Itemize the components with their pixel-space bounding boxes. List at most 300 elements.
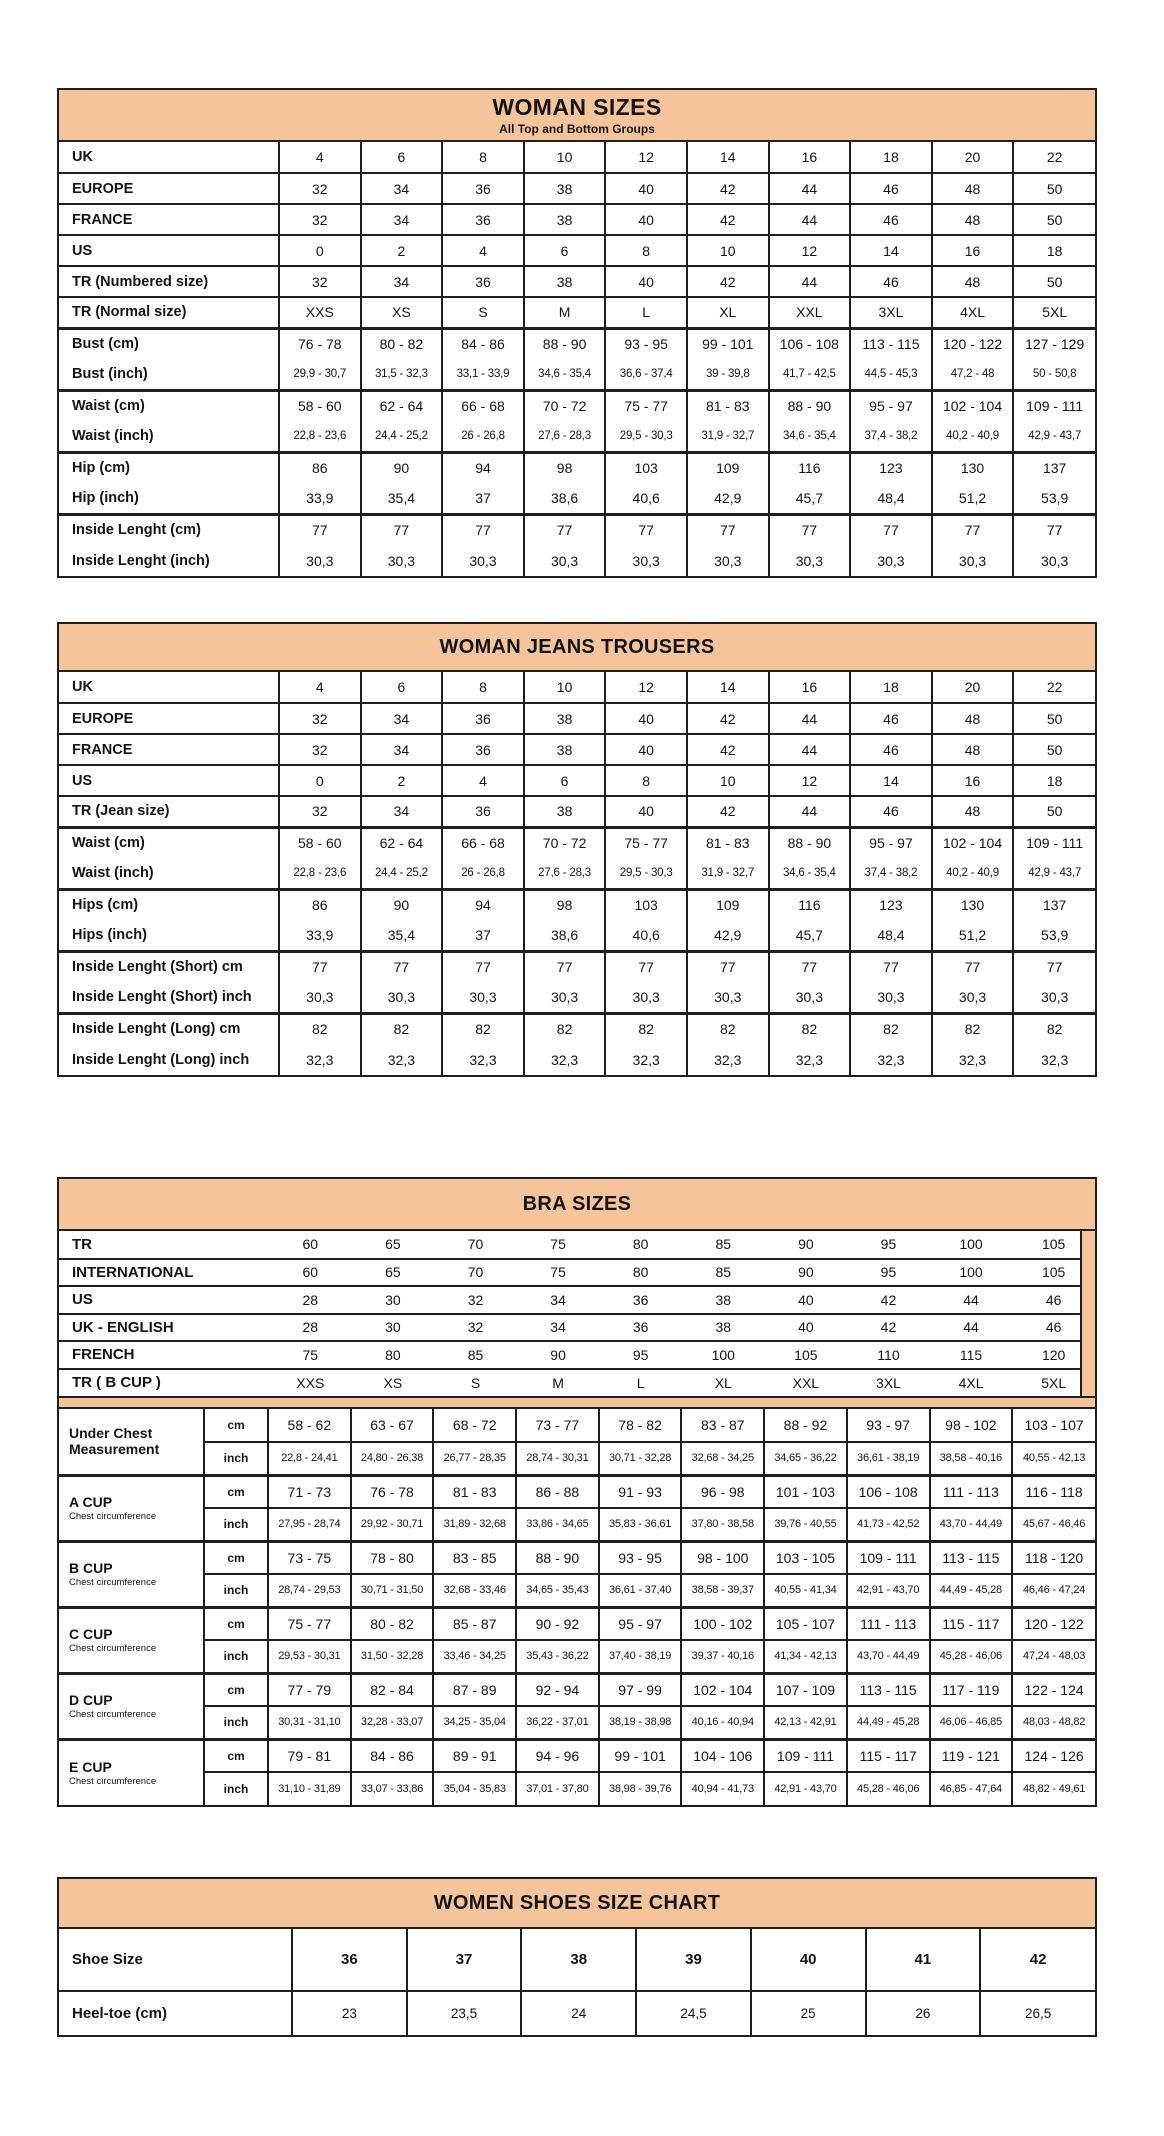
value-cell: 38 <box>524 173 606 204</box>
value-cell: 115 - 117 <box>930 1607 1013 1640</box>
value-cell: 36 <box>292 1929 407 1991</box>
value-cell: 115 - 117 <box>847 1739 930 1772</box>
value-cell: 14 <box>687 672 769 703</box>
value-cell: 33,9 <box>279 483 361 514</box>
value-cell: 34 <box>361 266 443 297</box>
value-cell: 27,6 - 28,3 <box>524 421 606 452</box>
value-cell: 34 <box>517 1286 600 1314</box>
value-cell: 22,8 - 24,41 <box>268 1442 351 1475</box>
value-cell: XXL <box>769 297 851 328</box>
value-cell: 32 <box>279 266 361 297</box>
cup-group-name: E CUP <box>69 1758 112 1775</box>
row-label: Inside Lenght (Long) inch <box>72 1051 250 1068</box>
value-cell: 82 <box>605 1013 687 1044</box>
value-cell: 31,50 - 32,28 <box>351 1640 434 1673</box>
value-cell: 77 <box>442 951 524 982</box>
table-row <box>59 827 1095 858</box>
value-cell: 40 <box>605 204 687 235</box>
row-label: TR (Numbered size) <box>59 266 279 297</box>
value-cell: 4 <box>279 142 361 173</box>
value-cell: XXL <box>765 1369 848 1397</box>
value-cell: 18 <box>1013 765 1095 796</box>
value-cell: 48,4 <box>850 920 932 951</box>
value-cell: 24,4 - 25,2 <box>361 858 443 889</box>
value-cell: 46 <box>1012 1286 1095 1314</box>
value-cell: 32 <box>279 734 361 765</box>
table-row <box>59 142 1095 173</box>
row-label: TR (Jean size) <box>59 796 279 827</box>
table-row <box>59 1673 1095 1706</box>
value-cell: 34 <box>361 734 443 765</box>
value-cell: 82 <box>850 1013 932 1044</box>
value-cell: 16 <box>769 672 851 703</box>
value-cell: 48 <box>932 703 1014 734</box>
value-cell: 37,4 - 38,2 <box>850 421 932 452</box>
value-cell: 32,28 - 33,07 <box>351 1706 434 1739</box>
value-cell: 99 - 101 <box>687 328 769 359</box>
value-cell: 32,68 - 33,46 <box>433 1574 516 1607</box>
unit-label: cm <box>204 1541 268 1574</box>
row-label: EUROPE <box>59 703 279 734</box>
value-cell: 31,5 - 32,3 <box>361 359 443 390</box>
value-cell: 38,6 <box>524 483 606 514</box>
value-cell: 36 <box>442 173 524 204</box>
value-cell: 28 <box>269 1314 352 1342</box>
cup-group-sublabel: Chest circumference <box>69 1775 157 1787</box>
value-cell: 116 - 118 <box>1012 1475 1095 1508</box>
value-cell: 26 - 26,8 <box>442 421 524 452</box>
value-cell: 33,86 - 34,65 <box>516 1508 599 1541</box>
table-row <box>59 1231 1095 1259</box>
value-cell: 22 <box>1013 672 1095 703</box>
value-cell: 53,9 <box>1013 920 1095 951</box>
table-row <box>59 920 1095 951</box>
value-cell: 37,40 - 38,19 <box>599 1640 682 1673</box>
value-cell: 36,22 - 37,01 <box>516 1706 599 1739</box>
value-cell: 29,5 - 30,3 <box>605 421 687 452</box>
value-cell: 90 <box>361 452 443 483</box>
value-cell: 73 - 77 <box>516 1409 599 1442</box>
value-cell: 105 <box>765 1341 848 1369</box>
value-cell: 127 - 129 <box>1013 328 1095 359</box>
value-cell: 77 <box>361 951 443 982</box>
value-cell: 32 <box>279 703 361 734</box>
value-cell: 105 <box>1041 1236 1066 1253</box>
value-cell: 12 <box>605 672 687 703</box>
value-cell: 30,71 - 31,50 <box>351 1574 434 1607</box>
value-cell: 32,3 <box>769 1044 851 1075</box>
row-label: US <box>59 765 279 796</box>
value-cell: 40 <box>605 734 687 765</box>
value-cell: XL <box>687 297 769 328</box>
value-cell: 95 <box>880 1236 897 1253</box>
row-label: UK <box>72 149 93 165</box>
value-cell: 26,77 - 28,35 <box>433 1442 516 1475</box>
table-row <box>59 1013 1095 1044</box>
row-label: Hips (cm) <box>59 889 279 920</box>
value-cell: 123 <box>850 452 932 483</box>
table-row <box>59 328 1095 359</box>
value-cell: 80 - 82 <box>351 1607 434 1640</box>
value-cell: 86 <box>279 452 361 483</box>
value-cell: 34 <box>517 1314 600 1342</box>
value-cell: 34,6 - 35,4 <box>769 421 851 452</box>
value-cell: 36 <box>599 1286 682 1314</box>
value-cell: 77 <box>687 514 769 545</box>
table-row <box>59 672 1095 703</box>
value-cell: 42,91 - 43,70 <box>847 1574 930 1607</box>
value-cell: 113 - 115 <box>847 1673 930 1706</box>
value-cell: 45,28 - 46,06 <box>930 1640 1013 1673</box>
value-cell: 30,3 <box>361 982 443 1013</box>
value-cell: 35,4 <box>361 920 443 951</box>
row-label: Inside Lenght (Long) cm <box>59 1013 279 1044</box>
value-cell: 105 - 107 <box>764 1607 847 1640</box>
value-cell: 118 - 120 <box>1012 1541 1095 1574</box>
value-cell: 102 - 104 <box>681 1673 764 1706</box>
value-cell: 90 <box>517 1341 600 1369</box>
table-row <box>59 1508 1095 1541</box>
value-cell: 14 <box>850 765 932 796</box>
value-cell: 37,4 - 38,2 <box>850 858 932 889</box>
value-cell: 82 <box>932 1013 1014 1044</box>
unit-label: cm <box>204 1607 268 1640</box>
shoes-size-table <box>57 1877 1097 2037</box>
value-cell: 42,13 - 42,91 <box>764 1706 847 1739</box>
woman-sizes-grid <box>59 142 1095 576</box>
value-cell: 30,3 <box>1013 982 1095 1013</box>
value-cell: 12 <box>769 765 851 796</box>
value-cell: 46 <box>850 796 932 827</box>
value-cell: 51,2 <box>932 920 1014 951</box>
row-label: Hip (cm) <box>59 452 279 483</box>
table-row <box>59 483 1095 514</box>
value-cell: 40 <box>605 703 687 734</box>
value-cell: 38,58 - 40,16 <box>930 1442 1013 1475</box>
row-label: Waist (cm) <box>59 390 279 421</box>
value-cell: 32 <box>279 796 361 827</box>
bra-measurement-grid <box>59 1409 1095 1805</box>
value-cell: 8 <box>442 672 524 703</box>
value-cell: 86 - 88 <box>516 1475 599 1508</box>
table-row <box>59 235 1095 266</box>
value-cell: 102 - 104 <box>932 390 1014 421</box>
value-cell: 12 <box>605 142 687 173</box>
value-cell: 96 - 98 <box>681 1475 764 1508</box>
table-row <box>59 421 1095 452</box>
value-cell: 30,3 <box>850 982 932 1013</box>
value-cell: 70 <box>467 1236 484 1253</box>
table-row <box>59 1607 1095 1640</box>
cup-group-name: B CUP <box>69 1559 113 1576</box>
cup-group-name: Under Chest Measurement <box>69 1425 160 1458</box>
value-cell: 42 <box>980 1929 1095 1991</box>
value-cell: 30,71 - 32,28 <box>599 1442 682 1475</box>
value-cell: 46 <box>850 173 932 204</box>
value-cell: 40,6 <box>605 920 687 951</box>
value-cell: 62 - 64 <box>361 390 443 421</box>
row-label: US <box>59 1286 269 1314</box>
table-row <box>59 1574 1095 1607</box>
value-cell: 26 - 26,8 <box>442 858 524 889</box>
value-cell: 36 <box>599 1314 682 1342</box>
value-cell: 29,92 - 30,71 <box>351 1508 434 1541</box>
value-cell: 36,61 - 37,40 <box>599 1574 682 1607</box>
row-label: FRENCH <box>59 1341 269 1369</box>
value-cell: 40 <box>751 1929 866 1991</box>
shoes-size-grid <box>59 1929 1095 2035</box>
value-cell: 44 <box>769 796 851 827</box>
value-cell: 103 - 107 <box>1012 1409 1095 1442</box>
cup-group-label <box>59 1739 204 1805</box>
cup-group-sublabel: Chest circumference <box>69 1643 157 1655</box>
value-cell: 24 <box>521 1991 636 2035</box>
woman-sizes-table <box>57 88 1097 578</box>
value-cell: 30,3 <box>769 545 851 576</box>
value-cell: 14 <box>850 235 932 266</box>
row-label: FRANCE <box>59 734 279 765</box>
value-cell: 32,3 <box>850 1044 932 1075</box>
value-cell: 88 - 92 <box>764 1409 847 1442</box>
value-cell: 137 <box>1013 889 1095 920</box>
value-cell: 48,82 - 49,61 <box>1012 1772 1095 1805</box>
value-cell: 44,49 - 45,28 <box>930 1574 1013 1607</box>
row-label: TR <box>72 1235 92 1253</box>
value-cell: 36 <box>442 703 524 734</box>
value-cell: XS <box>361 297 443 328</box>
value-cell: 24,4 - 25,2 <box>361 421 443 452</box>
value-cell: 109 - 111 <box>847 1541 930 1574</box>
value-cell: 77 <box>361 514 443 545</box>
value-cell: 30,3 <box>769 982 851 1013</box>
value-cell: 63 - 67 <box>351 1409 434 1442</box>
cup-group-label <box>59 1607 204 1673</box>
value-cell: 34,25 - 35,04 <box>433 1706 516 1739</box>
bra-sizes-header <box>59 1179 1095 1231</box>
value-cell: 38 <box>524 204 606 235</box>
value-cell: 87 - 89 <box>433 1673 516 1706</box>
value-cell: 24,5 <box>636 1991 751 2035</box>
cup-group-name: C CUP <box>69 1625 113 1642</box>
value-cell: 30,3 <box>1013 545 1095 576</box>
table-row <box>59 765 1095 796</box>
value-cell: 29,5 - 30,3 <box>605 858 687 889</box>
value-cell: 119 - 121 <box>930 1739 1013 1772</box>
value-cell: 92 - 94 <box>516 1673 599 1706</box>
value-cell: 31,10 - 31,89 <box>268 1772 351 1805</box>
value-cell: 27,95 - 28,74 <box>268 1508 351 1541</box>
value-cell: 5XL <box>1012 1369 1095 1397</box>
value-cell: L <box>605 297 687 328</box>
table-row <box>59 982 1095 1013</box>
value-cell: 38 <box>524 703 606 734</box>
value-cell: 65 <box>385 1236 401 1253</box>
value-cell: 2 <box>361 765 443 796</box>
value-cell: 39,37 - 40,16 <box>681 1640 764 1673</box>
value-cell: 3XL <box>847 1369 930 1397</box>
value-cell: 98 - 102 <box>930 1409 1013 1442</box>
value-cell: 32,3 <box>279 1044 361 1075</box>
table-row <box>59 514 1095 545</box>
value-cell: 41,7 - 42,5 <box>769 359 851 390</box>
value-cell: 30,3 <box>279 545 361 576</box>
value-cell: 77 <box>850 951 932 982</box>
value-cell: 16 <box>769 142 851 173</box>
value-cell: 77 <box>605 514 687 545</box>
value-cell: 50 - 50,8 <box>1013 359 1095 390</box>
value-cell: 80 <box>599 1259 682 1287</box>
value-cell: 8 <box>442 142 524 173</box>
value-cell: 46 <box>850 734 932 765</box>
value-cell: 48 <box>932 173 1014 204</box>
value-cell: 30,3 <box>442 545 524 576</box>
value-cell: 18 <box>1013 235 1095 266</box>
value-cell: 100 <box>959 1236 983 1253</box>
cup-group-sublabel: Chest circumference <box>69 1511 157 1523</box>
value-cell: 90 <box>361 889 443 920</box>
value-cell: 82 <box>524 1013 606 1044</box>
value-cell: 84 - 86 <box>351 1739 434 1772</box>
value-cell: 38,98 - 39,76 <box>599 1772 682 1805</box>
value-cell: 40 <box>605 173 687 204</box>
value-cell: 88 - 90 <box>769 827 851 858</box>
table-row <box>59 796 1095 827</box>
value-cell: 102 - 104 <box>932 827 1014 858</box>
value-cell: 85 <box>434 1341 517 1369</box>
row-label: Hip (inch) <box>72 489 139 506</box>
value-cell: 58 - 62 <box>268 1409 351 1442</box>
jeans-trousers-grid <box>59 672 1095 1075</box>
jeans-trousers-header <box>59 624 1095 672</box>
value-cell: 34 <box>361 204 443 235</box>
value-cell: 45,7 <box>769 920 851 951</box>
value-cell: 100 <box>930 1259 1013 1287</box>
value-cell: 75 - 77 <box>605 390 687 421</box>
value-cell: 10 <box>687 235 769 266</box>
value-cell: 0 <box>279 235 361 266</box>
value-cell: 24,80 - 26,38 <box>351 1442 434 1475</box>
value-cell: 32,3 <box>1013 1044 1095 1075</box>
value-cell: 65 <box>352 1259 435 1287</box>
value-cell: 32,3 <box>361 1044 443 1075</box>
value-cell: 43,70 - 44,49 <box>847 1640 930 1673</box>
row-label: Bust (inch) <box>72 365 148 382</box>
value-cell: 32,68 - 34,25 <box>681 1442 764 1475</box>
value-cell: 116 <box>769 889 851 920</box>
table-row <box>59 1341 1095 1369</box>
value-cell: 46 <box>850 266 932 297</box>
table-row <box>59 1640 1095 1673</box>
cup-group-name: A CUP <box>69 1493 113 1510</box>
row-label: Waist (inch) <box>72 427 154 444</box>
value-cell: 77 <box>279 951 361 982</box>
cup-group-label <box>59 1475 204 1541</box>
value-cell: 117 - 119 <box>930 1673 1013 1706</box>
value-cell: M <box>524 297 606 328</box>
value-cell: 46,85 - 47,64 <box>930 1772 1013 1805</box>
value-cell: 95 <box>847 1259 930 1287</box>
divider-band <box>59 1396 1095 1409</box>
value-cell: 43,70 - 44,49 <box>930 1508 1013 1541</box>
value-cell: 32,3 <box>932 1044 1014 1075</box>
value-cell: 75 - 77 <box>605 827 687 858</box>
unit-label: inch <box>204 1772 268 1805</box>
value-cell: 77 <box>1013 951 1095 982</box>
value-cell: 39 - 39,8 <box>687 359 769 390</box>
value-cell: 33,1 - 33,9 <box>442 359 524 390</box>
value-cell: 85 <box>715 1236 732 1253</box>
value-cell: 40,94 - 41,73 <box>681 1772 764 1805</box>
value-cell: 77 <box>932 514 1014 545</box>
value-cell: 42 <box>687 266 769 297</box>
value-cell: 88 - 90 <box>769 390 851 421</box>
row-label: INTERNATIONAL <box>59 1259 269 1287</box>
value-cell: 10 <box>524 142 606 173</box>
value-cell: 41,34 - 42,13 <box>764 1640 847 1673</box>
value-cell: 93 - 97 <box>847 1409 930 1442</box>
value-cell: 32,3 <box>687 1044 769 1075</box>
table-row <box>59 889 1095 920</box>
table-row <box>59 734 1095 765</box>
value-cell: 35,04 - 35,83 <box>433 1772 516 1805</box>
value-cell: 77 <box>769 514 851 545</box>
value-cell: 66 - 68 <box>442 390 524 421</box>
value-cell: 42 <box>847 1314 930 1342</box>
value-cell: 36 <box>442 204 524 235</box>
value-cell: 28,74 - 30,31 <box>516 1442 599 1475</box>
value-cell: 36 <box>442 734 524 765</box>
value-cell: 48 <box>932 796 1014 827</box>
table-row <box>59 545 1095 576</box>
value-cell: 77 <box>850 514 932 545</box>
value-cell: 32 <box>279 173 361 204</box>
value-cell: 32,3 <box>524 1044 606 1075</box>
value-cell: 105 <box>1012 1259 1095 1287</box>
value-cell: 66 - 68 <box>442 827 524 858</box>
value-cell: 104 - 106 <box>681 1739 764 1772</box>
cup-group-sublabel: Chest circumference <box>69 1577 157 1589</box>
value-cell: 85 - 87 <box>433 1607 516 1640</box>
table-title: BRA SIZES <box>522 1192 632 1215</box>
value-cell: 82 <box>442 1013 524 1044</box>
value-cell: 70 - 72 <box>524 390 606 421</box>
table-row <box>59 1259 1095 1287</box>
value-cell: 116 <box>769 452 851 483</box>
value-cell: 4 <box>442 765 524 796</box>
value-cell: 123 <box>850 889 932 920</box>
value-cell: 8 <box>605 765 687 796</box>
value-cell: 30,3 <box>361 545 443 576</box>
value-cell: 29,53 - 30,31 <box>268 1640 351 1673</box>
value-cell: 42 <box>847 1286 930 1314</box>
value-cell: 22,8 - 23,6 <box>279 858 361 889</box>
value-cell: 42,9 - 43,7 <box>1013 421 1095 452</box>
table-row <box>59 1772 1095 1805</box>
row-label: UK <box>72 679 93 695</box>
value-cell: 22 <box>1013 142 1095 173</box>
value-cell: 30,3 <box>279 982 361 1013</box>
value-cell: 48 <box>932 734 1014 765</box>
value-cell: 113 - 115 <box>930 1541 1013 1574</box>
unit-label: inch <box>204 1442 268 1475</box>
table-row <box>59 1409 1095 1442</box>
table-row <box>59 266 1095 297</box>
value-cell: 122 - 124 <box>1012 1673 1095 1706</box>
value-cell: 33,9 <box>279 920 361 951</box>
value-cell: 42 <box>687 173 769 204</box>
unit-label: cm <box>204 1673 268 1706</box>
table-row <box>59 1991 1095 2035</box>
